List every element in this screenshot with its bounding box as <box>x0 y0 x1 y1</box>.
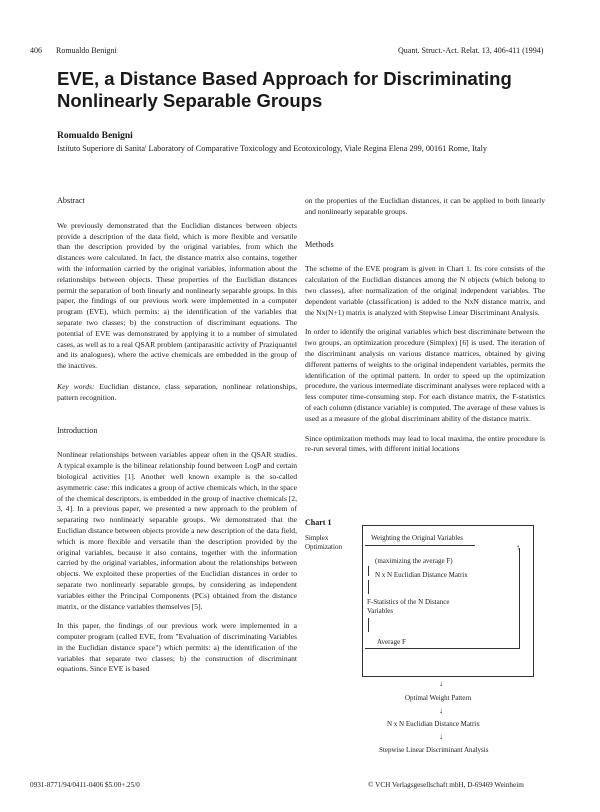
underline-average-f <box>365 648 475 649</box>
down-arrow-icon: ↓ <box>439 679 443 688</box>
chart-side-label-simplex: Simplex <box>305 534 329 542</box>
connector-2 <box>368 580 369 594</box>
chart-side-label-optimization: Optimization <box>305 543 342 551</box>
methods-paragraph-1: The scheme of the EVE program is given in Chart 1. Its core consists of the calculation of the Euclidian distances among the N objects (which belong to two classes), after normalization of the original independent variables. The dependent variable (classification) is added to the NxN distance matrix, and the Nx(N+1) matrix is analyzed with Stepwise Linear Discriminant Analysis. <box>305 264 545 317</box>
author-name: Romualdo Benigni <box>57 131 133 141</box>
connector-1 <box>368 566 369 576</box>
introduction-paragraph-2: In this paper, the findings of our previous work were implemented in a computer program (called EVE, from "Evaluation of discriminating Variables in the Euclidian distance space") which permits: a) the identification of the variables that separate two classes; b) the construction of discriminant equations. Since EVE is based <box>57 621 297 674</box>
chart-title: Chart 1 <box>305 518 332 527</box>
feedback-connector <box>475 648 520 649</box>
footer-copyright: © VCH Verlagsgesellschaft mbH, D-69469 Weinheim <box>368 781 524 789</box>
step-distance-matrix: N x N Euclidian Distance Matrix <box>387 720 480 728</box>
affiliation: Istituto Superiore di Sanita' Laboratory of Comparative Toxicology and Ecotoxicology, Viale Regina Elena 299, 00161 Rome, Italy <box>57 144 488 153</box>
methods-paragraph-2: In order to identify the original variables which best discriminate between the two groups, an optimization procedure (Simplex) [6] is used. The iteration of the discriminant analysis on various distance matrices, obtained by giving different patterns of weights to the original independent variables, permits the identification of the optimal pattern. In order to speed up the optimization procedure, the various intermediate discriminant analyses were replaced with a less computer time-consuming step. For each distance matrix, the F-statistics of each column (distance variable) is computed. The average of these values is used as a measure of the global discriminant ability of the distance matrix. <box>305 327 545 423</box>
abstract-heading: Abstract <box>57 196 85 205</box>
abstract-text: We previously demonstrated that the Euclidian distances between objects provide a description of the data field, which is more flexible and versatile than the description provided by the original variables, from which the distances were calculated. In fact, the distance matrix also contains, together with the information carried by the original variables, information about the relationships between objects. These properties of the Euclidian distances permit the separation of both linearly and nonlinearly separable groups. In this paper, the findings of our previous work were implemented in a computer program (EVE), which permits: a) the identification of the variables that separate two classes; b) the construction of discriminant equations. The potential of EVE was demonstrated by applying it to a number of simulated cases, as well as to a real QSAR problem (antiparasitic activity of Praziquantel and its analogues), where the active chemicals are embedded in the group of the inactives. <box>57 220 297 371</box>
page-number: 406 <box>30 46 42 55</box>
box-distance-matrix: N x N Euclidian Distance Matrix <box>375 571 468 579</box>
step-stepwise-lda: Stepwise Linear Discriminant Analysis <box>379 746 489 754</box>
methods-heading: Methods <box>305 239 334 249</box>
right-column <box>305 196 545 462</box>
box-weighting: Weighting the Original Variables <box>371 534 464 542</box>
header-journal: Quant. Struct.-Act. Relat. 13, 406-411 (1994) <box>398 46 544 55</box>
introduction-heading: Introduction <box>57 425 98 435</box>
header-author: Romualdo Benigni <box>56 46 117 55</box>
chart-1-diagram <box>305 518 550 780</box>
paper-title: EVE, a Distance Based Approach for Discriminating Nonlinearly Separable Groups <box>57 68 512 111</box>
step-optimal-weight-pattern: Optimal Weight Pattern <box>405 694 472 702</box>
footer-issn: 0931-8771/94/0411-0406 $5.00+.25/0 <box>30 781 140 789</box>
down-arrow-icon: ↓ <box>439 706 443 715</box>
introduction-paragraph-1: Nonlinear relationships between variables appear often in the QSAR studies. A typical example is the bilinear relationship found between LogP and certain biological activities [1]. Another well known example is the so-called asymmetric case: this indicates a group of active chemicals which, in the space of the chemical descriptors, is embedded in the group of inactive chemicals [2, 3, 4]. In a previous paper, we presented a new approach to the problem of separating two nonlinearly separable groups. We demonstrated that the Euclidian distance between objects provide a new description of the data field, which is more flexible and versatile than the description provided by the original variables, because it also contains, together with the information carried by the original variables, information about the relationships between objects. We exploited these properties of the Euclidian distances in order to separate two nonlinearly separable groups, by considering as independent variables either the Principal Components (PCs) obtained from the distance matrix, or the distance variables themselves [5]. <box>57 450 297 611</box>
keywords-label: Key words: <box>57 381 95 391</box>
feedback-arrow-icon: ↑ <box>516 543 520 552</box>
box-f-statistics: F-Statistics of the N Distance Variables <box>367 598 450 615</box>
box-weighting-note: (maximizing the average F) <box>375 557 453 565</box>
keywords-text: Euclidian distance, class separation, nonlinear relationships, pattern recognition. <box>57 381 297 402</box>
keywords <box>57 382 297 404</box>
methods-paragraph-3: Since optimization methods may lead to local maxima, the entire procedure is re-run several times, with different initial locations <box>305 433 545 454</box>
continued-text: on the properties of the Euclidian distances, it can be applied to both linearly and nonlinearly separable groups. <box>305 196 545 216</box>
box-average-f: Average F <box>377 638 406 646</box>
connector-3 <box>368 618 369 632</box>
underline-weighting <box>365 545 475 546</box>
feedback-line <box>519 548 520 648</box>
left-column <box>57 196 297 682</box>
down-arrow-icon: ↓ <box>439 732 443 741</box>
